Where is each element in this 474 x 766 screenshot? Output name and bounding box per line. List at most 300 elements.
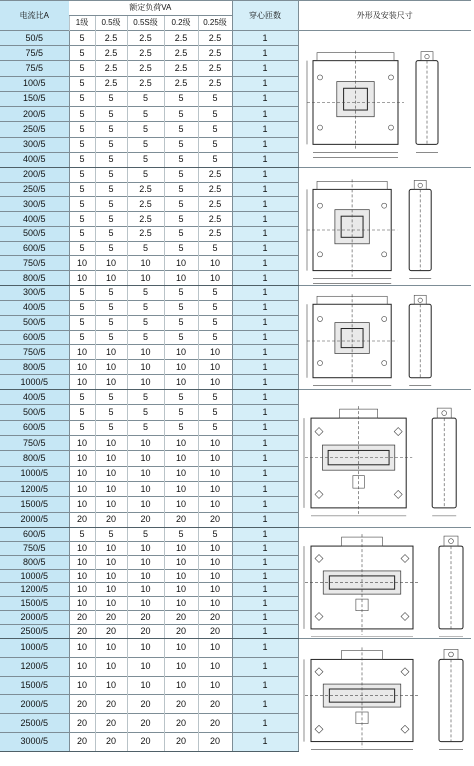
load-cell: 10	[95, 569, 127, 583]
load-cell: 2.5	[95, 46, 127, 61]
table-row	[0, 389, 471, 404]
load-cell: 5	[198, 137, 232, 152]
load-cell: 10	[198, 497, 232, 512]
load-cell: 10	[69, 466, 95, 481]
turns-header: 穿心匝数	[232, 1, 298, 31]
load-cell: 10	[95, 583, 127, 597]
load-cell: 5	[69, 152, 95, 167]
load-cell: 5	[69, 212, 95, 227]
load-cell: 5	[127, 91, 164, 106]
load-cell: 10	[95, 481, 127, 496]
turns-cell: 1	[232, 256, 298, 271]
load-cell: 10	[198, 466, 232, 481]
turns-cell: 1	[232, 625, 298, 639]
load-cell: 5	[164, 389, 198, 404]
load-cell: 10	[95, 657, 127, 676]
load-cell: 5	[198, 285, 232, 300]
load-cell: 2.5	[198, 226, 232, 241]
load-cell: 10	[127, 541, 164, 555]
load-cell: 5	[69, 405, 95, 420]
load-cell: 5	[95, 122, 127, 137]
load-cell: 10	[95, 638, 127, 657]
load-cell: 5	[95, 330, 127, 345]
ratio-cell: 800/5	[0, 555, 69, 569]
ratio-cell: 1200/5	[0, 657, 69, 676]
ratio-cell: 50/5	[0, 31, 69, 46]
load-cell: 5	[164, 212, 198, 227]
load-cell: 10	[164, 569, 198, 583]
load-cell: 5	[198, 389, 232, 404]
load-cell: 20	[164, 512, 198, 527]
drawing-svg	[299, 640, 469, 751]
load-cell: 5	[164, 107, 198, 122]
load-cell: 5	[127, 122, 164, 137]
ratio-cell: 750/5	[0, 435, 69, 450]
load-cell: 10	[69, 256, 95, 271]
installation-drawing	[298, 527, 471, 638]
load-cell: 5	[198, 122, 232, 137]
load-cell: 10	[69, 657, 95, 676]
turns-cell: 1	[232, 226, 298, 241]
load-cell: 10	[164, 435, 198, 450]
ratio-cell: 1000/5	[0, 375, 69, 390]
ratio-cell: 800/5	[0, 360, 69, 375]
load-cell: 5	[69, 122, 95, 137]
turns-cell: 1	[232, 76, 298, 91]
load-cell: 20	[127, 714, 164, 733]
load-cell: 10	[198, 676, 232, 695]
load-cell: 5	[127, 420, 164, 435]
ratio-cell: 400/5	[0, 300, 69, 315]
load-cell: 10	[69, 375, 95, 390]
turns-cell: 1	[232, 638, 298, 657]
load-cell: 5	[127, 527, 164, 541]
load-cell: 10	[127, 569, 164, 583]
load-cell: 10	[164, 583, 198, 597]
load-cell: 10	[164, 638, 198, 657]
turns-cell: 1	[232, 695, 298, 714]
load-cell: 20	[127, 625, 164, 639]
load-cell: 5	[127, 315, 164, 330]
load-cell: 5	[164, 405, 198, 420]
load-cell: 2.5	[198, 76, 232, 91]
load-cell: 10	[127, 360, 164, 375]
load-cell: 5	[198, 330, 232, 345]
load-cell: 10	[198, 451, 232, 466]
turns-cell: 1	[232, 541, 298, 555]
load-cell: 5	[164, 152, 198, 167]
load-cell: 20	[69, 695, 95, 714]
load-cell: 10	[69, 360, 95, 375]
load-cell: 5	[69, 226, 95, 241]
load-cell: 20	[69, 733, 95, 752]
installation-drawing	[298, 31, 471, 168]
load-cell: 10	[69, 555, 95, 569]
ratio-cell: 750/5	[0, 256, 69, 271]
load-cell: 10	[69, 541, 95, 555]
load-cell: 2.5	[127, 212, 164, 227]
load-cell: 2.5	[164, 46, 198, 61]
load-cell: 20	[95, 512, 127, 527]
load-cell: 10	[127, 345, 164, 360]
load-cell: 20	[127, 512, 164, 527]
load-cell: 20	[127, 695, 164, 714]
load-cell: 2.5	[164, 31, 198, 46]
load-cell: 20	[69, 611, 95, 625]
load-cell: 10	[127, 597, 164, 611]
load-cell: 5	[69, 420, 95, 435]
turns-cell: 1	[232, 733, 298, 752]
turns-cell: 1	[232, 597, 298, 611]
load-cell: 10	[95, 256, 127, 271]
load-cell: 10	[69, 271, 95, 286]
turns-cell: 1	[232, 271, 298, 286]
load-cell: 10	[164, 451, 198, 466]
load-cell: 5	[95, 197, 127, 212]
turns-cell: 1	[232, 285, 298, 300]
load-cell: 5	[69, 330, 95, 345]
load-cell: 20	[69, 714, 95, 733]
load-cell: 10	[95, 497, 127, 512]
load-cell: 2.5	[198, 46, 232, 61]
load-cell: 5	[164, 241, 198, 256]
ratio-cell: 250/5	[0, 122, 69, 137]
turns-cell: 1	[232, 420, 298, 435]
load-cell: 10	[198, 657, 232, 676]
load-cell: 2.5	[198, 61, 232, 76]
ratio-cell: 500/5	[0, 315, 69, 330]
load-cell: 2.5	[198, 167, 232, 182]
load-cell: 2.5	[127, 197, 164, 212]
load-cell: 10	[69, 345, 95, 360]
load-cell: 5	[69, 527, 95, 541]
load-cell: 20	[198, 714, 232, 733]
load-cell: 10	[69, 676, 95, 695]
load-cell: 5	[127, 300, 164, 315]
load-cell: 10	[95, 435, 127, 450]
load-cell: 5	[69, 107, 95, 122]
turns-cell: 1	[232, 375, 298, 390]
load-cell: 5	[127, 389, 164, 404]
load-cell: 10	[198, 569, 232, 583]
class-header: 0.25级	[198, 16, 232, 31]
load-cell: 5	[95, 527, 127, 541]
load-cell: 5	[198, 300, 232, 315]
load-cell: 5	[95, 137, 127, 152]
turns-cell: 1	[232, 512, 298, 527]
load-cell: 20	[127, 733, 164, 752]
load-cell: 10	[164, 466, 198, 481]
ratio-cell: 1200/5	[0, 481, 69, 496]
turns-cell: 1	[232, 167, 298, 182]
turns-cell: 1	[232, 31, 298, 46]
ratio-cell: 150/5	[0, 91, 69, 106]
turns-cell: 1	[232, 212, 298, 227]
class-header: 1级	[69, 16, 95, 31]
load-cell: 10	[198, 345, 232, 360]
load-cell: 5	[127, 167, 164, 182]
load-cell: 20	[164, 714, 198, 733]
load-cell: 5	[95, 167, 127, 182]
load-cell: 10	[198, 583, 232, 597]
load-cell: 5	[95, 182, 127, 197]
drawing-svg	[299, 31, 469, 166]
ratio-cell: 300/5	[0, 285, 69, 300]
turns-cell: 1	[232, 389, 298, 404]
ratio-cell: 250/5	[0, 182, 69, 197]
load-cell: 5	[198, 527, 232, 541]
load-cell: 20	[198, 733, 232, 752]
load-cell: 5	[95, 420, 127, 435]
load-cell: 2.5	[198, 182, 232, 197]
turns-cell: 1	[232, 714, 298, 733]
load-cell: 20	[164, 625, 198, 639]
shape-header: 外形及安装尺寸	[298, 1, 471, 31]
load-cell: 5	[127, 405, 164, 420]
load-cell: 5	[198, 420, 232, 435]
installation-drawing	[298, 167, 471, 285]
load-cell: 2.5	[95, 76, 127, 91]
load-cell: 10	[198, 435, 232, 450]
load-cell: 5	[198, 107, 232, 122]
load-cell: 5	[164, 197, 198, 212]
turns-cell: 1	[232, 182, 298, 197]
ratio-cell: 300/5	[0, 137, 69, 152]
load-cell: 5	[69, 137, 95, 152]
load-cell: 2.5	[127, 76, 164, 91]
load-cell: 5	[69, 300, 95, 315]
turns-cell: 1	[232, 61, 298, 76]
load-cell: 10	[164, 657, 198, 676]
ratio-cell: 400/5	[0, 152, 69, 167]
load-cell: 2.5	[127, 226, 164, 241]
load-cell: 10	[95, 555, 127, 569]
ratio-cell: 1000/5	[0, 466, 69, 481]
load-cell: 20	[164, 695, 198, 714]
load-cell: 10	[164, 555, 198, 569]
load-cell: 10	[127, 466, 164, 481]
ratio-cell: 600/5	[0, 241, 69, 256]
load-cell: 5	[164, 182, 198, 197]
load-cell: 10	[127, 435, 164, 450]
installation-drawing	[298, 285, 471, 389]
turns-cell: 1	[232, 527, 298, 541]
load-cell: 10	[198, 481, 232, 496]
ratio-cell: 1500/5	[0, 597, 69, 611]
load-cell: 10	[198, 597, 232, 611]
turns-cell: 1	[232, 241, 298, 256]
turns-cell: 1	[232, 569, 298, 583]
load-cell: 10	[127, 657, 164, 676]
load-cell: 5	[198, 241, 232, 256]
load-cell: 10	[95, 271, 127, 286]
load-cell: 20	[198, 625, 232, 639]
load-cell: 20	[198, 695, 232, 714]
load-cell: 2.5	[198, 212, 232, 227]
load-cell: 20	[95, 695, 127, 714]
turns-cell: 1	[232, 676, 298, 695]
ratio-cell: 400/5	[0, 389, 69, 404]
load-cell: 5	[127, 285, 164, 300]
turns-cell: 1	[232, 435, 298, 450]
turns-cell: 1	[232, 657, 298, 676]
load-cell: 20	[95, 733, 127, 752]
drawing-svg	[299, 528, 469, 637]
ratio-cell: 200/5	[0, 107, 69, 122]
ratio-cell: 600/5	[0, 330, 69, 345]
table-row	[0, 638, 471, 657]
load-cell: 20	[198, 611, 232, 625]
ratio-cell: 750/5	[0, 345, 69, 360]
load-cell: 10	[69, 435, 95, 450]
load-cell: 5	[95, 315, 127, 330]
load-cell: 5	[164, 167, 198, 182]
load-cell: 10	[69, 638, 95, 657]
load-cell: 10	[127, 271, 164, 286]
load-cell: 5	[164, 527, 198, 541]
load-cell: 10	[164, 360, 198, 375]
load-cell: 5	[95, 389, 127, 404]
load-cell: 10	[198, 638, 232, 657]
load-cell: 10	[164, 541, 198, 555]
class-header: 0.2级	[164, 16, 198, 31]
load-cell: 2.5	[198, 197, 232, 212]
load-cell: 5	[198, 91, 232, 106]
rated-load-header: 额定负荷VA	[69, 1, 232, 16]
load-cell: 10	[198, 375, 232, 390]
ratio-cell: 500/5	[0, 405, 69, 420]
load-cell: 5	[69, 315, 95, 330]
load-cell: 10	[127, 497, 164, 512]
load-cell: 2.5	[127, 31, 164, 46]
load-cell: 10	[127, 676, 164, 695]
load-cell: 5	[95, 91, 127, 106]
turns-cell: 1	[232, 583, 298, 597]
load-cell: 5	[69, 285, 95, 300]
load-cell: 20	[127, 611, 164, 625]
load-cell: 2.5	[127, 61, 164, 76]
installation-drawing	[298, 389, 471, 527]
load-cell: 20	[95, 625, 127, 639]
turns-cell: 1	[232, 300, 298, 315]
ratio-cell: 400/5	[0, 212, 69, 227]
load-cell: 10	[69, 451, 95, 466]
ratio-cell: 2000/5	[0, 512, 69, 527]
load-cell: 20	[164, 611, 198, 625]
ratio-cell: 75/5	[0, 46, 69, 61]
ratio-cell: 1200/5	[0, 583, 69, 597]
ratio-cell: 800/5	[0, 271, 69, 286]
turns-cell: 1	[232, 481, 298, 496]
load-cell: 10	[164, 375, 198, 390]
table-row	[0, 527, 471, 541]
load-cell: 10	[95, 597, 127, 611]
load-cell: 10	[198, 360, 232, 375]
load-cell: 10	[164, 497, 198, 512]
load-cell: 2.5	[164, 76, 198, 91]
turns-cell: 1	[232, 46, 298, 61]
load-cell: 10	[95, 451, 127, 466]
load-cell: 5	[164, 122, 198, 137]
table-row	[0, 31, 471, 46]
ratio-cell: 500/5	[0, 226, 69, 241]
load-cell: 10	[69, 569, 95, 583]
turns-cell: 1	[232, 497, 298, 512]
load-cell: 5	[69, 46, 95, 61]
turns-cell: 1	[232, 152, 298, 167]
load-cell: 10	[164, 345, 198, 360]
load-cell: 5	[69, 31, 95, 46]
turns-cell: 1	[232, 451, 298, 466]
drawing-svg	[299, 286, 469, 388]
ratio-cell: 1500/5	[0, 676, 69, 695]
load-cell: 10	[127, 451, 164, 466]
turns-cell: 1	[232, 107, 298, 122]
load-cell: 5	[69, 389, 95, 404]
load-cell: 10	[198, 541, 232, 555]
turns-cell: 1	[232, 197, 298, 212]
ratio-cell: 600/5	[0, 420, 69, 435]
load-cell: 5	[164, 285, 198, 300]
load-cell: 5	[127, 152, 164, 167]
load-cell: 10	[69, 497, 95, 512]
ratio-cell: 75/5	[0, 61, 69, 76]
load-cell: 10	[198, 555, 232, 569]
load-cell: 10	[127, 555, 164, 569]
load-cell: 20	[95, 714, 127, 733]
ratio-cell: 600/5	[0, 527, 69, 541]
load-cell: 10	[127, 583, 164, 597]
load-cell: 5	[69, 76, 95, 91]
load-cell: 10	[164, 271, 198, 286]
ratio-cell: 800/5	[0, 451, 69, 466]
installation-drawing	[298, 638, 471, 751]
ratio-cell: 2500/5	[0, 625, 69, 639]
load-cell: 5	[69, 241, 95, 256]
load-cell: 20	[69, 512, 95, 527]
load-cell: 5	[198, 152, 232, 167]
load-cell: 5	[164, 226, 198, 241]
load-cell: 20	[95, 611, 127, 625]
load-cell: 5	[95, 212, 127, 227]
turns-cell: 1	[232, 330, 298, 345]
load-cell: 5	[69, 91, 95, 106]
load-cell: 5	[127, 107, 164, 122]
load-cell: 10	[127, 256, 164, 271]
load-cell: 20	[164, 733, 198, 752]
load-cell: 5	[95, 107, 127, 122]
ratio-cell: 1000/5	[0, 569, 69, 583]
load-cell: 2.5	[127, 46, 164, 61]
table-row	[0, 167, 471, 182]
load-cell: 5	[127, 241, 164, 256]
load-cell: 10	[127, 375, 164, 390]
class-header: 0.5S级	[127, 16, 164, 31]
load-cell: 5	[164, 315, 198, 330]
load-cell: 5	[69, 197, 95, 212]
load-cell: 10	[127, 638, 164, 657]
load-cell: 20	[198, 512, 232, 527]
load-cell: 5	[69, 61, 95, 76]
load-cell: 2.5	[95, 31, 127, 46]
load-cell: 5	[69, 182, 95, 197]
turns-cell: 1	[232, 555, 298, 569]
ratio-header: 电流比A	[0, 1, 69, 31]
load-cell: 10	[198, 256, 232, 271]
load-cell: 5	[95, 405, 127, 420]
load-cell: 5	[198, 405, 232, 420]
ratio-cell: 1500/5	[0, 497, 69, 512]
